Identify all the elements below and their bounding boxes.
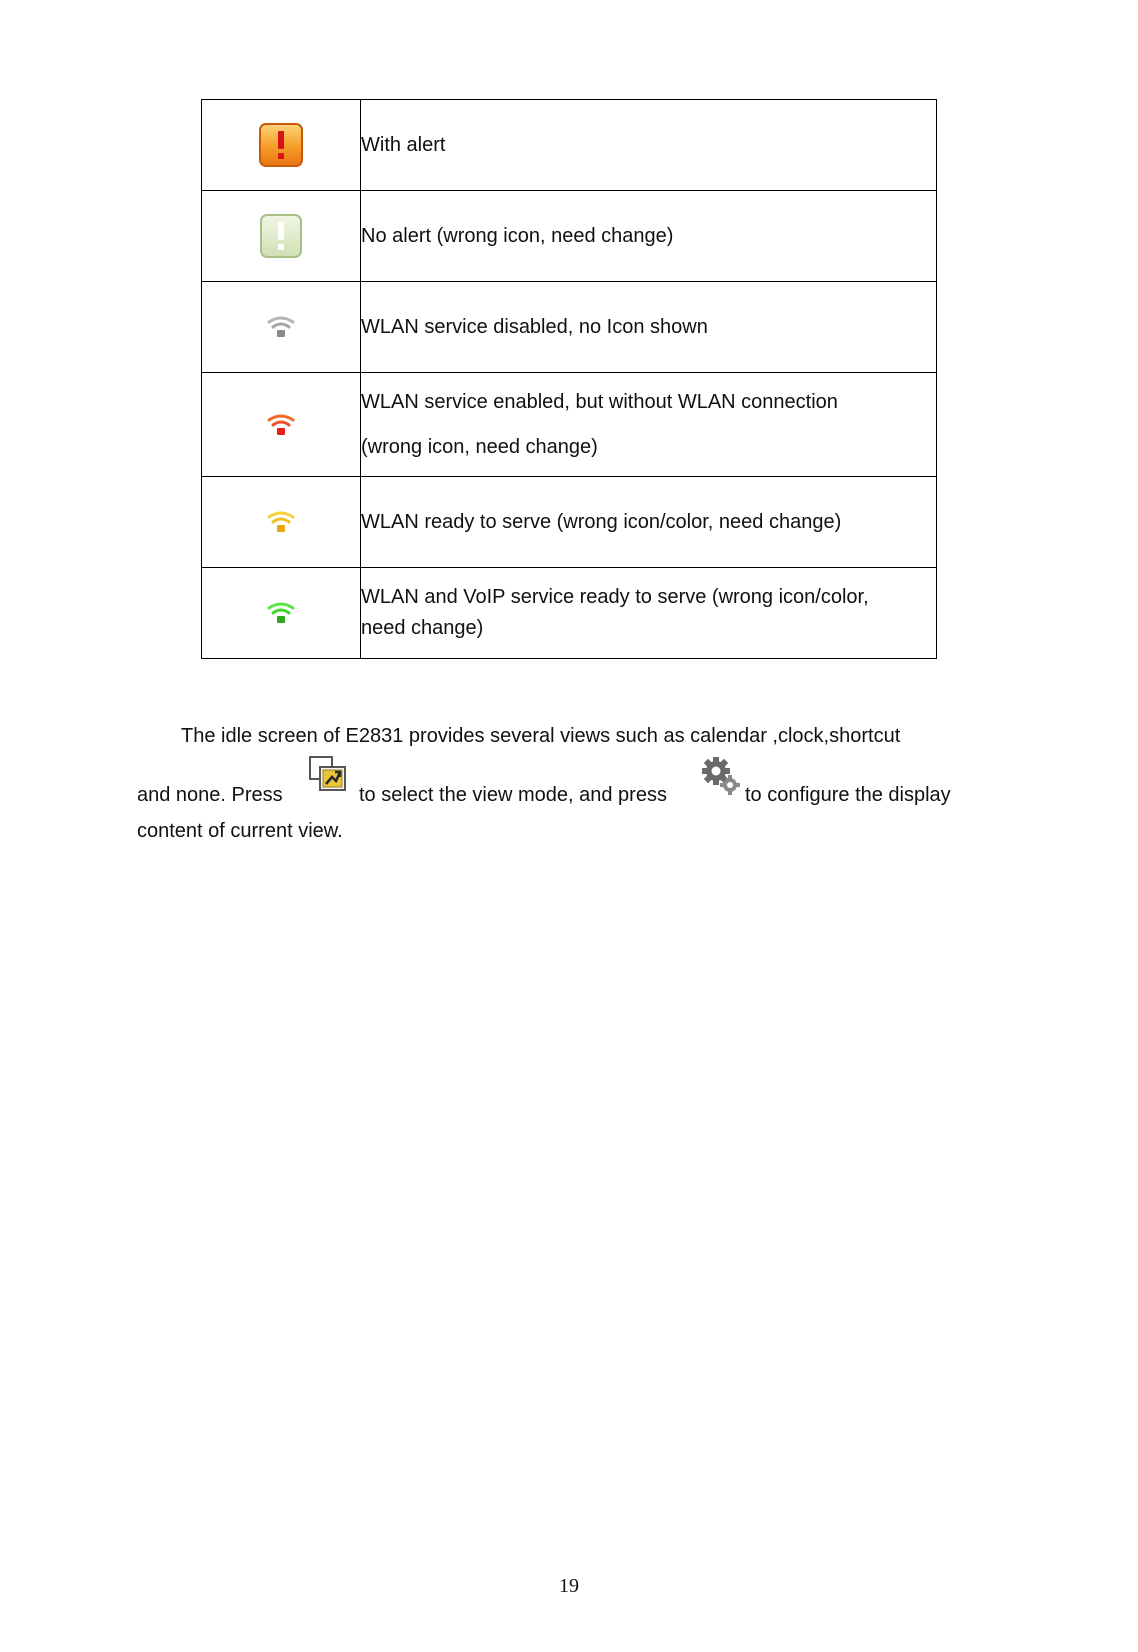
table-cell-description: WLAN ready to serve (wrong icon/color, need change) bbox=[361, 477, 937, 568]
wlan-green-icon bbox=[266, 600, 296, 626]
wlan-yellow-icon bbox=[266, 509, 296, 535]
paragraph-line: content of current view. bbox=[137, 820, 343, 842]
page-number: 19 bbox=[559, 1575, 579, 1597]
description-line: WLAN service enabled, but without WLAN connection bbox=[361, 390, 838, 413]
paragraph-line bbox=[137, 756, 973, 812]
table-row bbox=[202, 477, 937, 568]
alert-icon bbox=[258, 122, 304, 168]
description-line: WLAN and VoIP service ready to serve (wrong icon/color, bbox=[361, 586, 869, 608]
no-alert-icon bbox=[259, 213, 303, 259]
gear-icon bbox=[700, 756, 742, 796]
table-cell-description: WLAN service disabled, no Icon shown bbox=[361, 282, 937, 373]
table-cell-description bbox=[361, 568, 937, 659]
status-icon-table bbox=[201, 99, 937, 659]
paragraph-text: and none. Press bbox=[137, 784, 283, 806]
description-line: (wrong icon, need change) bbox=[361, 435, 598, 458]
paragraph-text: to select the view mode, and press bbox=[359, 784, 667, 806]
table-cell-description: No alert (wrong icon, need change) bbox=[361, 191, 937, 282]
paragraph-line: The idle screen of E2831 provides several views such as calendar ,clock,shortcut bbox=[181, 725, 901, 747]
table-row bbox=[202, 282, 937, 373]
table-row bbox=[202, 373, 937, 477]
table-row bbox=[202, 568, 937, 659]
table-cell-description bbox=[361, 373, 937, 477]
table-row bbox=[202, 100, 937, 191]
wlan-red-icon bbox=[266, 412, 296, 438]
table-row bbox=[202, 191, 937, 282]
paragraph-text: to configure the display bbox=[745, 784, 951, 806]
table-cell-description: With alert bbox=[361, 100, 937, 191]
body-paragraph bbox=[137, 717, 973, 851]
view-mode-icon bbox=[309, 756, 347, 792]
wlan-gray-icon bbox=[266, 314, 296, 340]
description-line: need change) bbox=[361, 617, 484, 639]
